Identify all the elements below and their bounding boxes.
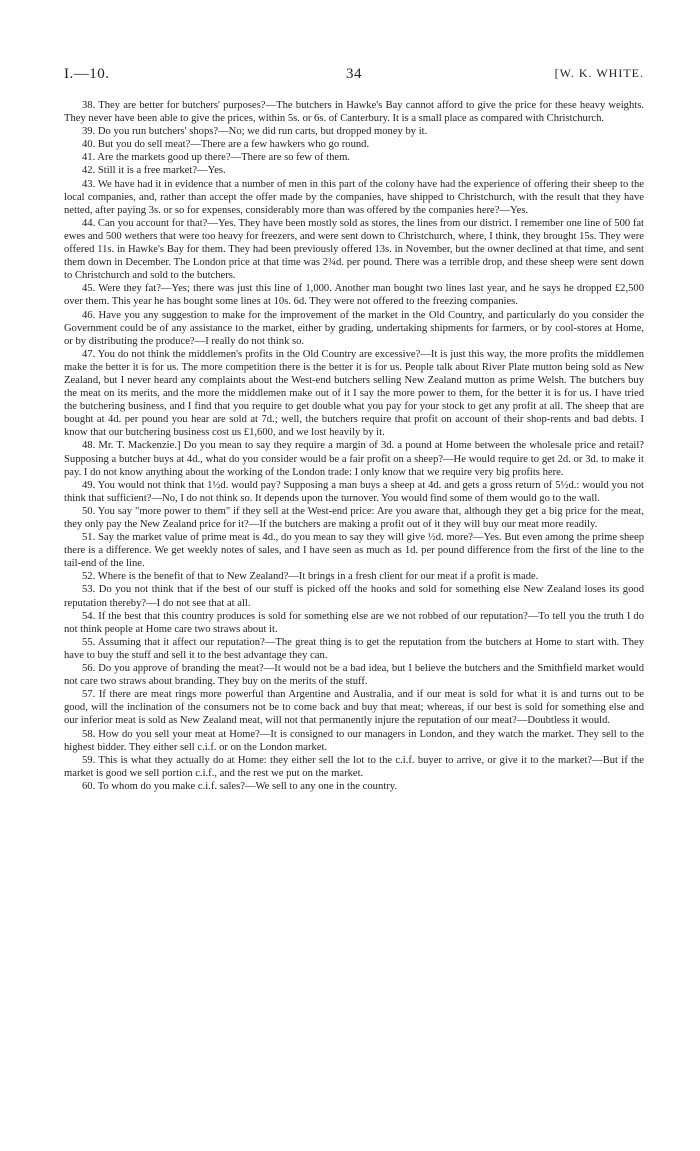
question-54: 54. If the best that this country produces is sold for something else are we not robbed of our reputation?—To tell you the truth I do not think people at Home care two straws about it. <box>64 610 644 635</box>
question-49: 49. You would not think that 1½d. would pay? Supposing a man buys a sheep at 4d. and gets a gross return of 5½d.: would you not think that sufficient?—No, I do not think so. It depends upon the turnover. You would find some of them would go to the wall. <box>64 479 644 504</box>
question-41: 41. Are the markets good up there?—There are so few of them. <box>82 152 350 164</box>
question-42: 42. Still it is a free market?—Yes. <box>82 165 226 177</box>
page-header <box>64 66 644 86</box>
page-number: 34 <box>346 66 362 82</box>
question-43: 43. We have had it in evidence that a number of men in this part of the colony have had the experience of offering their sheep to the local companies, and, rather than accept the offer made by the companies, have shipped to Christchurch, with the result that they have netted, after paying 3s. or so for expenses, considerably more than was offered by the companies here?—Yes. <box>64 178 644 216</box>
question-56: 56. Do you approve of branding the meat?—It would not be a bad idea, but I believe the butchers and the Smithfield market would not care two straws about branding. They buy on the merits of the stuff. <box>64 663 644 688</box>
question-57: 57. If there are meat rings more powerful than Argentine and Australia, and if our meat is sold for what it is and turns out to be good, will the inclination of the consumers not be to come back and buy that meat; whereas, if our best is sold for something else and our inferior meat is sold as New Zealand meat, will not that permanently injure the reputation of our meat?—Doubtless it would. <box>64 689 644 727</box>
question-53: 53. Do you not think that if the best of our stuff is picked off the hooks and sold for something else New Zealand loses its good reputation thereby?—I do not see that at all. <box>64 584 644 609</box>
question-40: 40. But you do sell meat?—There are a few hawkers who go round. <box>82 139 370 151</box>
question-51: 51. Say the market value of prime meat is 4d., do you mean to say they will give ½d. more?—Yes. But even among the prime sheep there is a difference. We get weekly notes of sales, and I have seen as much as 1d. per pound difference from the first of the line to the tail-end of the line. <box>64 532 644 570</box>
question-52: 52. Where is the benefit of that to New Zealand?—It brings in a fresh client for our meat if a profit is made. <box>82 571 539 583</box>
paper-reference: I.—10. <box>64 66 110 82</box>
question-38: 38. They are better for butchers' purposes?—The butchers in Hawke's Bay cannot afford to give the price for these heavy weights. They never have been able to give the prices, within 5s. or 6s. of Canterbury. It is a small place as compared with Christchurch. <box>64 100 644 125</box>
question-59: 59. This is what they actually do at Home: they either sell the lot to the c.i.f. buyer to arrive, or give it to the market?—But if the market is good we sell portion c.i.f., and the rest we put on the market. <box>64 754 644 779</box>
question-55: 55. Assuming that it affect our reputation?—The great thing is to get the reputation from the butchers at Home to start with. They have to buy the stuff and sell it to the best advantage they can. <box>64 636 644 661</box>
witness-name: [W. K. WHITE. <box>554 66 644 80</box>
question-50: 50. You say "more power to them" if they sell at the West-end price: Are you aware that, although they get a big price for the meat, they only pay the New Zealand price for it?—If the butchers are making a profit out of it they will buy our meat more readily. <box>64 505 644 530</box>
question-47: 47. You do not think the middlemen's profits in the Old Country are excessive?—It is just this way, the more profits the middlemen make the better it is for us. The more competition there is the better it is for us. People talk about River Plate mutton being sold as New Zealand, but I never heard any complaints about the West-end butchers selling New Zealand mutton as prime Welsh. The butchers buy the meat on its merits, and the more the middlemen make out of it I say the more power to them, for the better it is for us. I have tried the butchering business, and I find that you require to get double what you pay for your stock to get any profit at all. The sheep that are bought at 4d. per pound you hear are sold at 7d.; well, the butchers require that profit on account of their shop-rents and bad debts. I know that our butchering business cost us £1,600, and we lost heavily by it. <box>64 348 644 439</box>
question-46: 46. Have you any suggestion to make for the improvement of the market in the Old Country, and particularly do you consider the Government could be of any assistance to the market, either by grading, undertaking shipments for farmers, or by cool-stores at Home, or by distributing the produce?—I really do not think so. <box>64 309 644 347</box>
question-39: 39. Do you run butchers' shops?—No; we did run carts, but dropped money by it. <box>82 126 428 138</box>
question-60: 60. To whom do you make c.i.f. sales?—We sell to any one in the country. <box>82 780 397 792</box>
question-44: 44. Can you account for that?—Yes. They have been mostly sold as stores, the lines from our district. I remember one line of 500 fat ewes and 500 wethers that were too heavy for freezers, and were sent down to Christchurch, where, I think, they brought 15s. They were offered 11s. in Hawke's Bay for them. They had been previously offered 13s. in November, but the owner declined at that time, and sent them down in December. The London price at that time was 2¾d. per pound. There was a terrible drop, and these sheep were sent down to Christchurch and sold to the butchers. <box>64 217 644 282</box>
question-45: 45. Were they fat?—Yes; there was just this line of 1,000. Another man bought two lines last year, and he says he dropped £2,500 over them. This year he has bought some lines at 10s. 6d. They were not offered to the freezing companies. <box>64 283 644 308</box>
evidence-text <box>64 99 644 793</box>
question-48: 48. Mr. T. Mackenzie.] Do you mean to say they require a margin of 3d. a pound at Home between the wholesale price and retail? Supposing a butcher buys at 4d., what do you consider would be a fair profit on a sheep?—He would require to get 2d. or 3d. to make it pay. I do not know anything about the working of the London trade: I only know that we require very big profits here. <box>64 440 644 478</box>
question-58: 58. How do you sell your meat at Home?—It is consigned to our managers in London, and they watch the market. They sell to the highest bidder. They either sell c.i.f. or on the London market. <box>64 728 644 753</box>
